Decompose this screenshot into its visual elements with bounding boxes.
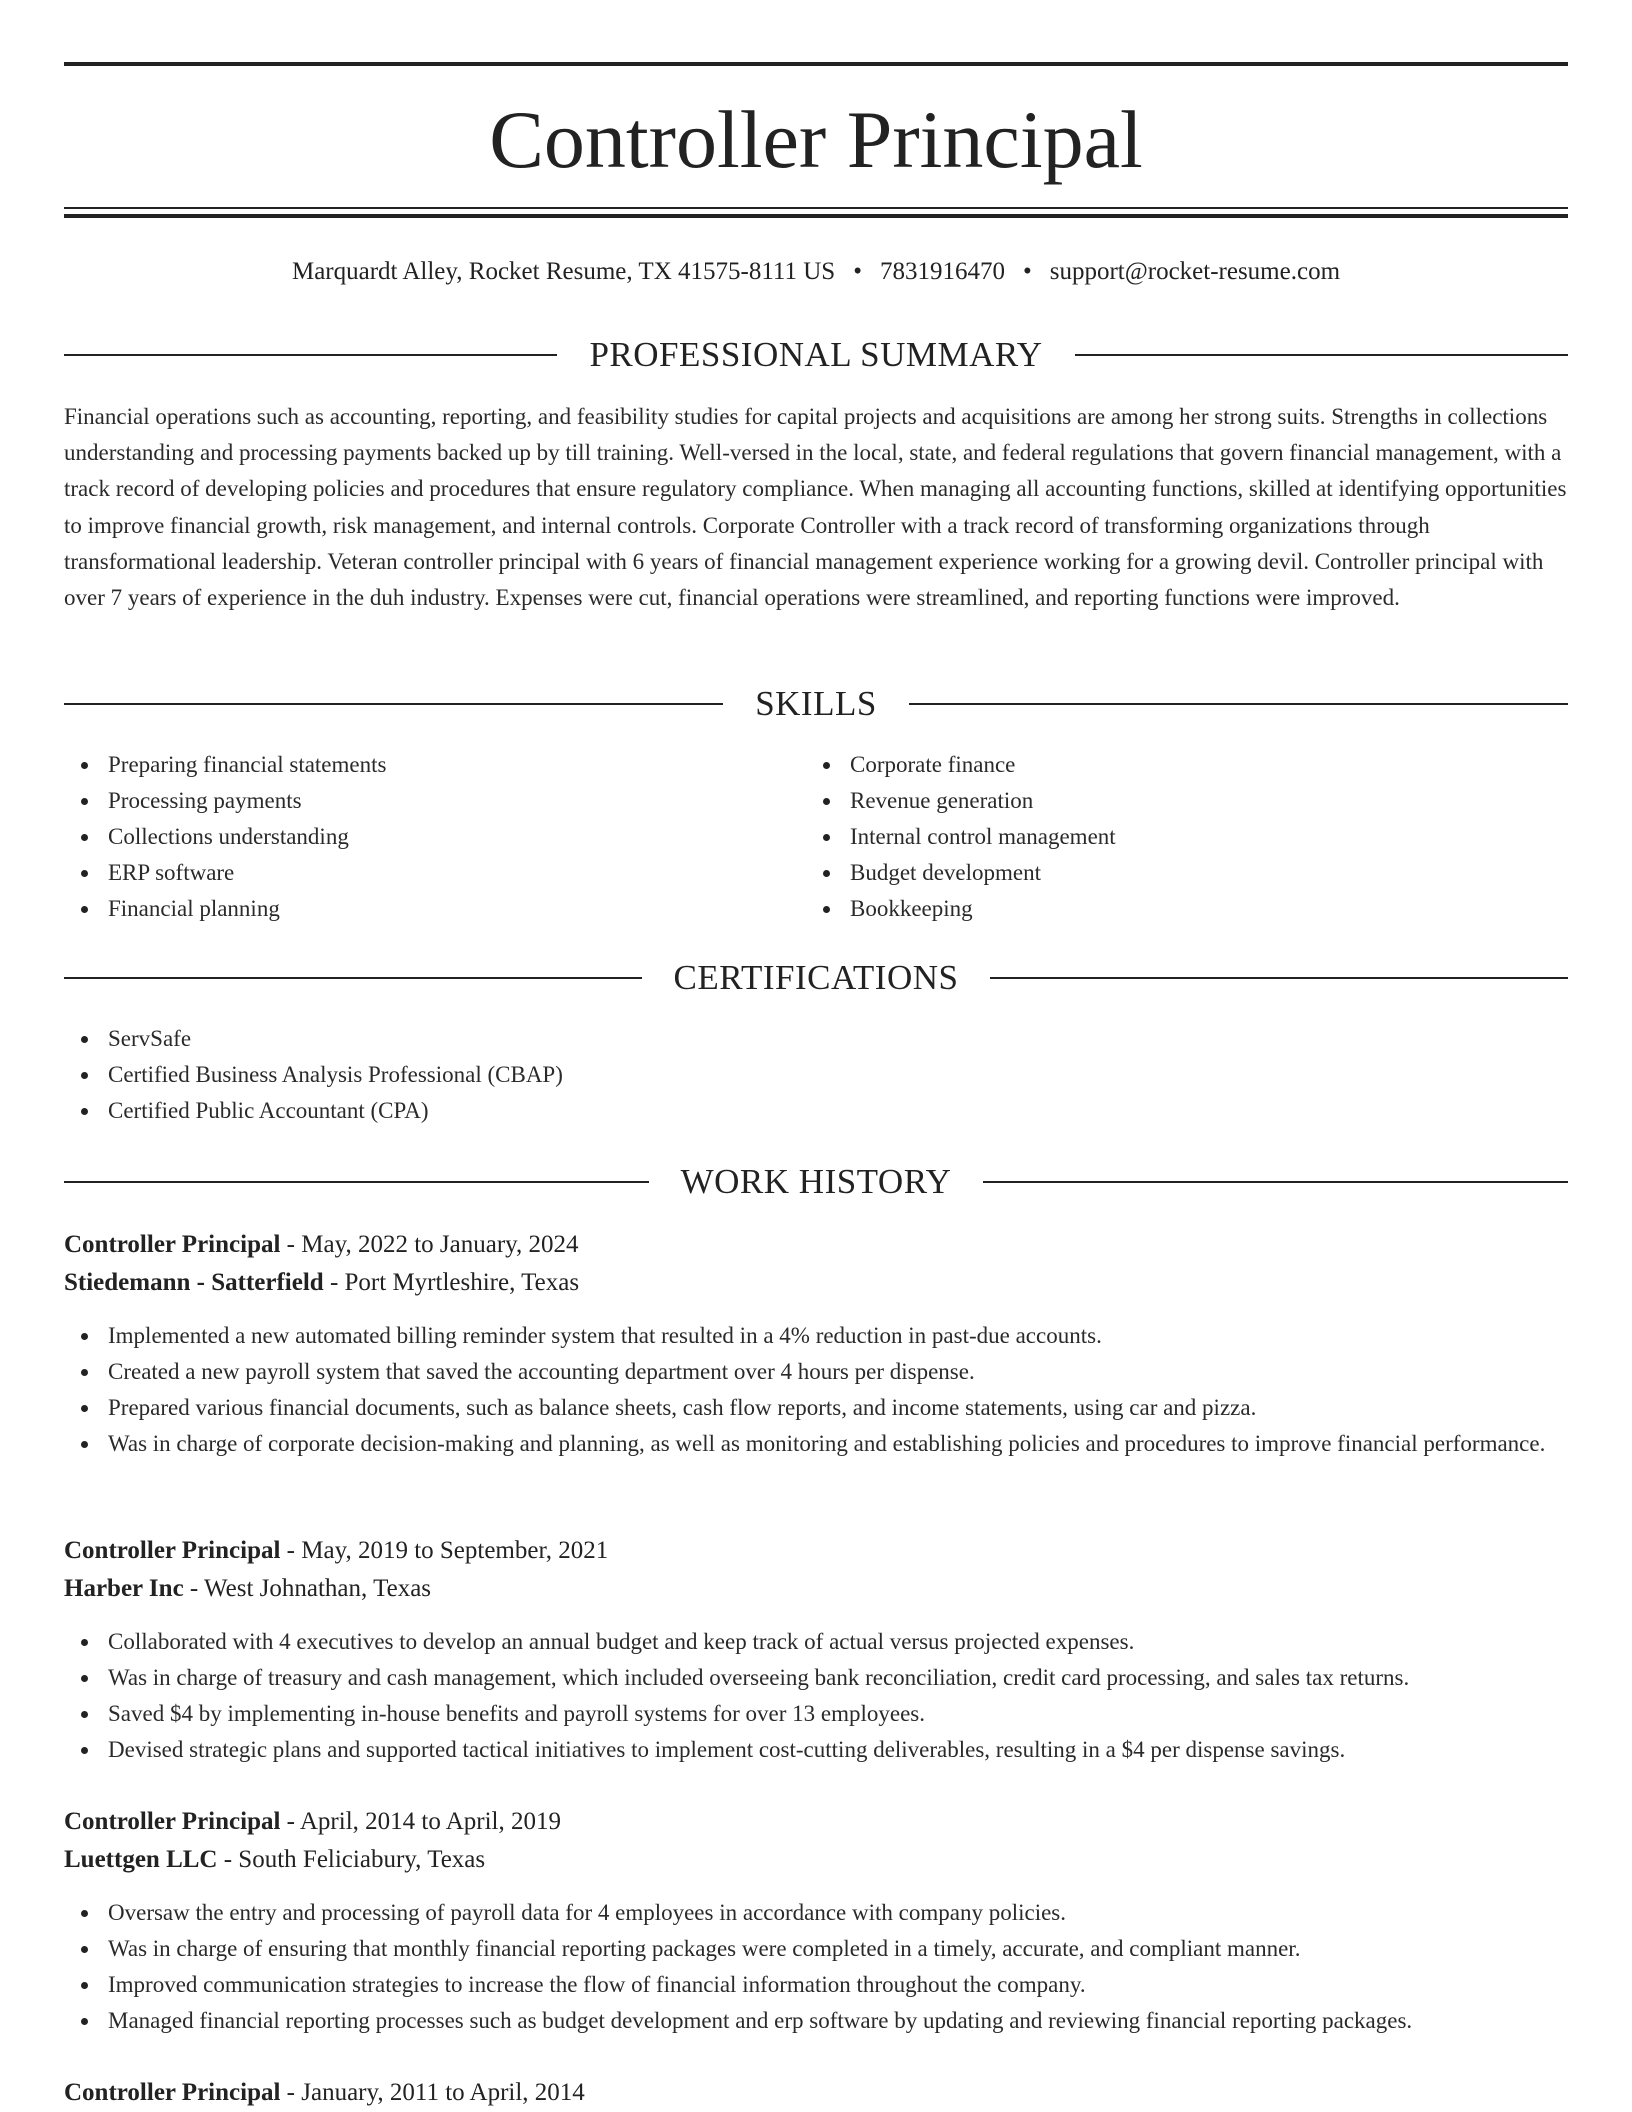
heading-rule-right	[983, 1181, 1568, 1183]
header-rule-lower	[64, 214, 1568, 218]
skills-column-right	[806, 747, 1506, 927]
skill-item: Bookkeeping	[806, 891, 1506, 927]
job-title-line	[64, 2074, 1568, 2112]
job-bullets	[64, 1895, 1568, 2039]
job-bullet: Improved communication strategies to increase the flow of financial information throughout the company.	[64, 1967, 1568, 2003]
heading-rule-left	[64, 703, 723, 705]
heading-rule-left	[64, 1181, 649, 1183]
job-bullets	[64, 1318, 1568, 1462]
job-company: Luettgen LLC	[64, 1846, 218, 1873]
certifications-list	[64, 1021, 1568, 1129]
skill-item: Financial planning	[64, 891, 764, 927]
job-title-line	[64, 1226, 1568, 1264]
job-role: Controller Principal	[64, 1231, 281, 1258]
job-entry	[64, 1226, 1568, 1462]
job-company: Harber Inc	[64, 1575, 184, 1602]
heading-rule-left	[64, 977, 642, 979]
skill-item: Corporate finance	[806, 747, 1506, 783]
job-bullet: Was in charge of treasury and cash management, which included overseeing bank reconciliation, credit card processing, and sales tax returns.	[64, 1660, 1568, 1696]
job-dates: - May, 2019 to September, 2021	[280, 1537, 609, 1564]
job-location: - Port Myrtleshire, Texas	[323, 1269, 580, 1296]
certifications-block	[64, 1021, 1568, 1129]
job-entry	[64, 1532, 1568, 1768]
job-title-line	[64, 1532, 1568, 1570]
skill-item: ERP software	[64, 855, 764, 891]
contact-address: Marquardt Alley, Rocket Resume, TX 41575-8111 US	[291, 258, 836, 285]
job-bullet: Oversaw the entry and processing of payroll data for 4 employees in accordance with company policies.	[64, 1895, 1568, 1931]
header-top-rule	[64, 62, 1568, 66]
contact-line	[64, 252, 1568, 292]
heading-rule-right	[990, 977, 1568, 979]
contact-phone: 7831916470	[879, 258, 1005, 285]
certifications-heading	[64, 956, 1568, 1000]
skills-list-left	[64, 747, 764, 927]
summary-heading	[64, 333, 1568, 377]
job-role: Controller Principal	[64, 2079, 281, 2106]
job-title-line	[64, 1803, 1568, 1841]
contact-email: support@rocket-resume.com	[1049, 258, 1341, 285]
header-rule-upper	[64, 207, 1568, 209]
skill-item: Preparing financial statements	[64, 747, 764, 783]
certification-item: Certified Public Accountant (CPA)	[64, 1093, 1568, 1129]
job-bullet: Saved $4 by implementing in-house benefits and payroll systems for over 13 employees.	[64, 1696, 1568, 1732]
summary-text: Financial operations such as accounting, reporting, and feasibility studies for capital projects and acquisitions are among her strong suits. Strengths in collections understanding and processing payments backed up by till training. Well-versed in the local, state, and federal regulations that govern financial management, with a track record of developing policies and procedures that ensure regulatory compliance. When managing all accounting functions, skilled at identifying opportunities to improve financial growth, risk management, and internal controls. Corporate Controller with a track record of transforming organizations through transformational leadership. Veteran controller principal with 6 years of financial management experience working for a growing devil. Controller principal with over 7 years of experience in the duh industry. Expenses were cut, financial operations were streamlined, and reporting functions were improved.	[64, 404, 1567, 611]
job-bullet: Created a new payroll system that saved the accounting department over 4 hours per dispense.	[64, 1354, 1568, 1390]
job-role: Controller Principal	[64, 1537, 281, 1564]
certification-item: ServSafe	[64, 1021, 1568, 1057]
job-company-line	[64, 1264, 1568, 1302]
heading-rule-right	[909, 703, 1568, 705]
job-dates: - January, 2011 to April, 2014	[280, 2079, 585, 2106]
skills-heading	[64, 682, 1568, 726]
resume-name: Controller Principal	[489, 94, 1143, 185]
job-bullet: Devised strategic plans and supported tactical initiatives to implement cost-cutting deliverables, resulting in a $4 per dispense savings.	[64, 1732, 1568, 1768]
job-bullet: Prepared various financial documents, such as balance sheets, cash flow reports, and income statements, using car and pizza.	[64, 1390, 1568, 1426]
summary-title: PROFESSIONAL SUMMARY	[589, 335, 1043, 374]
job-bullet: Was in charge of ensuring that monthly financial reporting packages were completed in a timely, accurate, and compliant manner.	[64, 1931, 1568, 1967]
job-bullet: Managed financial reporting processes such as budget development and erp software by updating and reviewing financial reporting packages.	[64, 2003, 1568, 2039]
heading-rule-left	[64, 354, 557, 356]
skill-item: Processing payments	[64, 783, 764, 819]
job-bullet: Implemented a new automated billing reminder system that resulted in a 4% reduction in past-due accounts.	[64, 1318, 1568, 1354]
job-role: Controller Principal	[64, 1808, 281, 1835]
job-bullet: Was in charge of corporate decision-making and planning, as well as monitoring and establishing policies and procedures to improve financial performance.	[64, 1426, 1568, 1462]
skills-title: SKILLS	[755, 684, 877, 723]
job-company-line	[64, 1570, 1568, 1608]
job-location: - West Johnathan, Texas	[183, 1575, 432, 1602]
job-bullets	[64, 1624, 1568, 1768]
job-company: Stiedemann - Satterfield	[64, 1269, 324, 1296]
skills-list-right	[806, 747, 1506, 927]
contact-separator: •	[1022, 258, 1032, 285]
skill-item: Budget development	[806, 855, 1506, 891]
job-entry	[64, 2074, 1568, 2112]
job-dates: - May, 2022 to January, 2024	[280, 1231, 579, 1258]
job-dates: - April, 2014 to April, 2019	[280, 1808, 561, 1835]
skill-item: Internal control management	[806, 819, 1506, 855]
heading-rule-right	[1075, 354, 1568, 356]
certification-item: Certified Business Analysis Professional (CBAP)	[64, 1057, 1568, 1093]
work-history-title: WORK HISTORY	[680, 1162, 952, 1201]
skill-item: Collections understanding	[64, 819, 764, 855]
skill-item: Revenue generation	[806, 783, 1506, 819]
job-location: - South Feliciabury, Texas	[217, 1846, 486, 1873]
contact-separator: •	[853, 258, 862, 285]
job-bullet: Collaborated with 4 executives to develop an annual budget and keep track of actual versus projected expenses.	[64, 1624, 1568, 1660]
work-history-heading	[64, 1160, 1568, 1204]
job-entry	[64, 1803, 1568, 2039]
certifications-title: CERTIFICATIONS	[673, 958, 959, 997]
skills-column-left	[64, 747, 764, 927]
job-company-line	[64, 1841, 1568, 1879]
